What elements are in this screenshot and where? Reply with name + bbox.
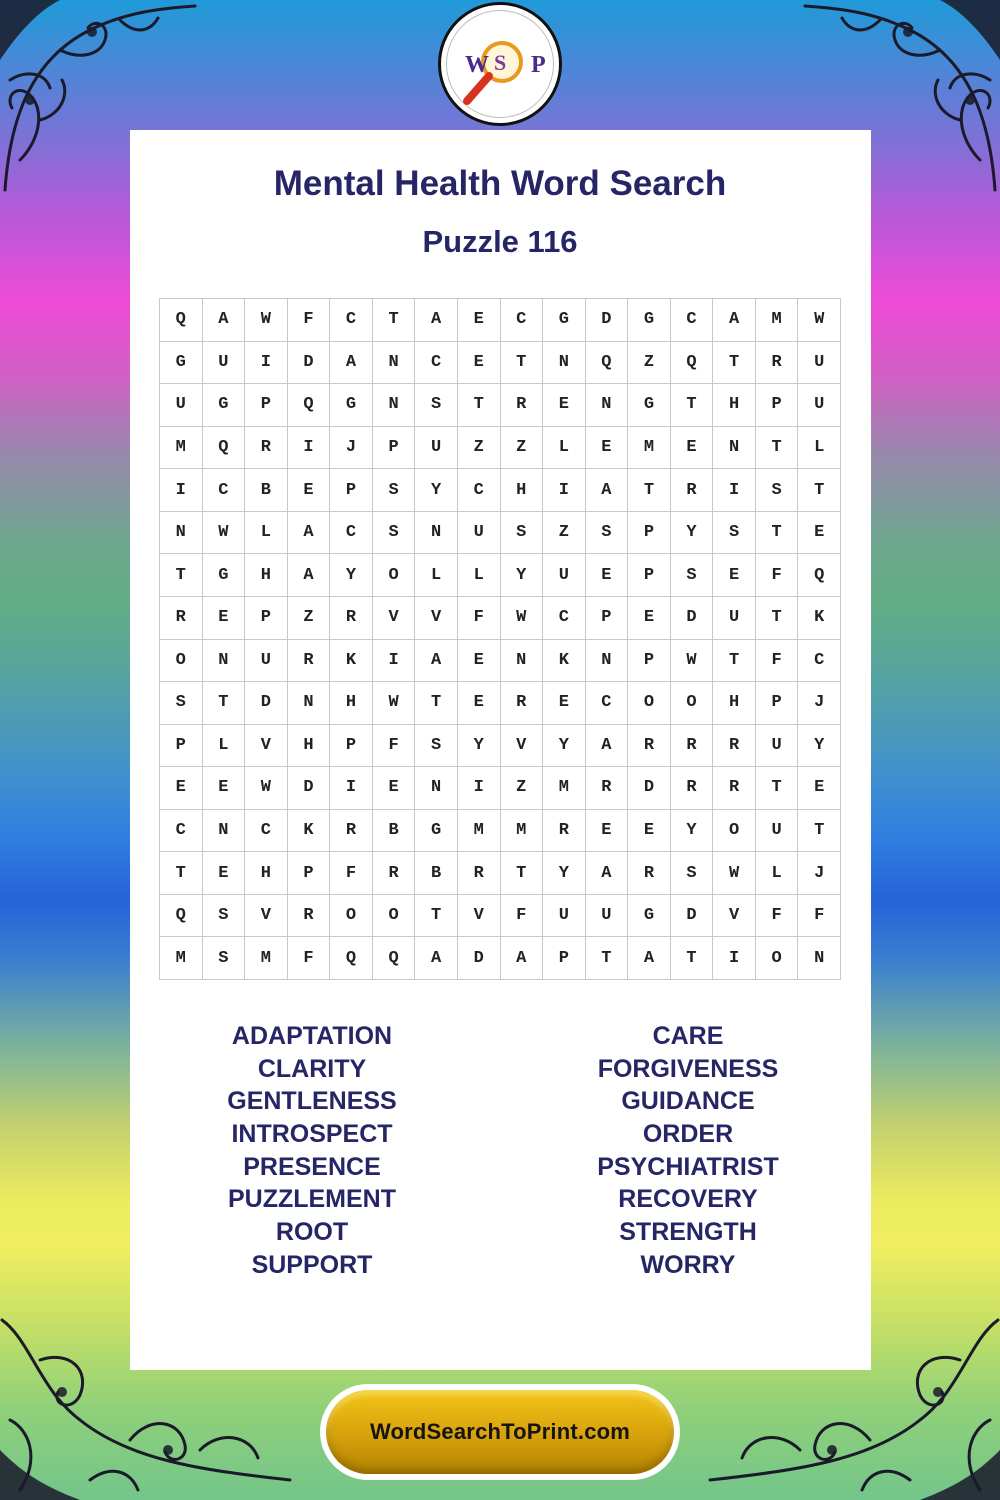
grid-cell[interactable]: N bbox=[203, 810, 246, 853]
grid-cell[interactable]: S bbox=[756, 469, 799, 512]
grid-cell[interactable]: N bbox=[713, 427, 756, 470]
grid-cell[interactable]: Y bbox=[415, 469, 458, 512]
grid-cell[interactable]: E bbox=[798, 767, 841, 810]
grid-cell[interactable]: P bbox=[245, 597, 288, 640]
grid-cell[interactable]: Q bbox=[288, 384, 331, 427]
grid-cell[interactable]: O bbox=[330, 895, 373, 938]
grid-cell[interactable]: C bbox=[245, 810, 288, 853]
grid-cell[interactable]: Y bbox=[671, 512, 714, 555]
grid-cell[interactable]: V bbox=[501, 725, 544, 768]
grid-cell[interactable]: F bbox=[288, 937, 331, 980]
grid-cell[interactable]: T bbox=[160, 554, 203, 597]
magnifier-icon bbox=[441, 5, 559, 123]
grid-cell[interactable]: A bbox=[203, 299, 246, 342]
grid-cell[interactable]: Y bbox=[458, 725, 501, 768]
word-list-left bbox=[162, 1020, 462, 1282]
grid-cell[interactable]: T bbox=[671, 384, 714, 427]
grid-cell[interactable]: T bbox=[713, 342, 756, 385]
grid-cell[interactable]: H bbox=[713, 682, 756, 725]
grid-cell[interactable]: Q bbox=[798, 554, 841, 597]
grid-cell[interactable]: R bbox=[713, 767, 756, 810]
grid-cell[interactable]: A bbox=[501, 937, 544, 980]
grid-cell[interactable]: W bbox=[373, 682, 416, 725]
grid-cell[interactable]: S bbox=[415, 725, 458, 768]
grid-cell[interactable]: H bbox=[713, 384, 756, 427]
grid-cell[interactable]: W bbox=[798, 299, 841, 342]
grid-cell[interactable]: I bbox=[713, 937, 756, 980]
grid-cell[interactable]: U bbox=[543, 895, 586, 938]
grid-cell[interactable]: R bbox=[373, 852, 416, 895]
grid-cell[interactable]: I bbox=[330, 767, 373, 810]
grid-cell[interactable]: Q bbox=[203, 427, 246, 470]
grid-cell[interactable]: T bbox=[671, 937, 714, 980]
grid-cell[interactable]: I bbox=[373, 640, 416, 683]
grid-cell[interactable]: F bbox=[756, 554, 799, 597]
grid-cell[interactable]: W bbox=[245, 767, 288, 810]
grid-cell[interactable]: T bbox=[458, 384, 501, 427]
grid-cell[interactable]: N bbox=[415, 767, 458, 810]
grid-cell[interactable]: Y bbox=[501, 554, 544, 597]
grid-cell[interactable]: V bbox=[458, 895, 501, 938]
grid-cell[interactable]: R bbox=[713, 725, 756, 768]
grid-cell[interactable]: R bbox=[756, 342, 799, 385]
grid-cell[interactable]: D bbox=[288, 767, 331, 810]
grid-cell[interactable]: Y bbox=[543, 852, 586, 895]
grid-cell[interactable]: R bbox=[245, 427, 288, 470]
grid-cell[interactable]: R bbox=[671, 469, 714, 512]
grid-cell[interactable]: S bbox=[203, 937, 246, 980]
grid-cell[interactable]: P bbox=[288, 852, 331, 895]
grid-cell[interactable]: Q bbox=[671, 342, 714, 385]
grid-cell[interactable]: H bbox=[288, 725, 331, 768]
grid-cell[interactable]: Z bbox=[501, 767, 544, 810]
word-list-item: CLARITY bbox=[257, 1054, 367, 1083]
grid-cell[interactable]: C bbox=[415, 342, 458, 385]
grid-cell[interactable]: G bbox=[628, 299, 671, 342]
grid-cell[interactable]: Y bbox=[330, 554, 373, 597]
grid-cell[interactable]: J bbox=[798, 682, 841, 725]
grid-cell[interactable]: G bbox=[203, 554, 246, 597]
grid-cell[interactable]: C bbox=[586, 682, 629, 725]
grid-cell[interactable]: R bbox=[586, 767, 629, 810]
grid-cell[interactable]: U bbox=[756, 810, 799, 853]
grid-cell[interactable]: K bbox=[330, 640, 373, 683]
grid-cell[interactable]: U bbox=[415, 427, 458, 470]
grid-cell[interactable]: T bbox=[798, 810, 841, 853]
grid-cell[interactable]: S bbox=[671, 554, 714, 597]
grid-cell[interactable]: Y bbox=[671, 810, 714, 853]
grid-cell[interactable]: T bbox=[373, 299, 416, 342]
grid-cell[interactable]: P bbox=[245, 384, 288, 427]
grid-cell[interactable]: I bbox=[160, 469, 203, 512]
grid-cell[interactable]: F bbox=[756, 895, 799, 938]
grid-cell[interactable]: P bbox=[756, 384, 799, 427]
grid-cell[interactable]: T bbox=[415, 682, 458, 725]
grid-cell[interactable]: G bbox=[415, 810, 458, 853]
logo-letter-w: W bbox=[465, 52, 489, 78]
grid-cell[interactable]: E bbox=[288, 469, 331, 512]
grid-cell[interactable]: O bbox=[628, 682, 671, 725]
grid-cell[interactable]: W bbox=[203, 512, 246, 555]
grid-cell[interactable]: V bbox=[415, 597, 458, 640]
grid-cell[interactable]: M bbox=[160, 937, 203, 980]
grid-cell[interactable]: N bbox=[586, 384, 629, 427]
grid-cell[interactable]: E bbox=[628, 597, 671, 640]
grid-cell[interactable]: F bbox=[501, 895, 544, 938]
grid-cell[interactable]: M bbox=[245, 937, 288, 980]
grid-cell[interactable]: I bbox=[288, 427, 331, 470]
grid-cell[interactable]: R bbox=[671, 725, 714, 768]
grid-cell[interactable]: A bbox=[628, 937, 671, 980]
grid-cell[interactable]: E bbox=[458, 342, 501, 385]
grid-cell[interactable]: N bbox=[798, 937, 841, 980]
site-link[interactable]: WordSearchToPrint.com bbox=[369, 1419, 631, 1444]
grid-cell[interactable]: C bbox=[330, 512, 373, 555]
grid-cell[interactable]: H bbox=[245, 852, 288, 895]
grid-cell[interactable]: E bbox=[586, 554, 629, 597]
word-list-item: GENTLENESS bbox=[227, 1087, 397, 1116]
word-list-item: FORGIVENESS bbox=[597, 1054, 779, 1083]
grid-cell[interactable]: Z bbox=[543, 512, 586, 555]
grid-cell[interactable]: M bbox=[756, 299, 799, 342]
grid-cell[interactable]: P bbox=[543, 937, 586, 980]
logo-letter-s: S bbox=[494, 50, 507, 75]
grid-cell[interactable]: E bbox=[543, 682, 586, 725]
grid-cell[interactable]: A bbox=[586, 725, 629, 768]
grid-cell[interactable]: U bbox=[245, 640, 288, 683]
grid-cell[interactable]: W bbox=[245, 299, 288, 342]
word-list-item: ROOT bbox=[275, 1218, 349, 1247]
grid-cell[interactable]: K bbox=[288, 810, 331, 853]
grid-cell[interactable]: C bbox=[798, 640, 841, 683]
grid-cell[interactable]: E bbox=[543, 384, 586, 427]
grid-cell[interactable]: G bbox=[628, 384, 671, 427]
grid-cell[interactable]: R bbox=[501, 384, 544, 427]
grid-cell[interactable]: T bbox=[160, 852, 203, 895]
grid-cell[interactable]: Z bbox=[288, 597, 331, 640]
grid-cell[interactable]: G bbox=[628, 895, 671, 938]
grid-cell[interactable]: O bbox=[160, 640, 203, 683]
letter-grid bbox=[159, 298, 841, 980]
grid-cell[interactable]: K bbox=[543, 640, 586, 683]
grid-cell[interactable]: M bbox=[458, 810, 501, 853]
grid-cell[interactable]: U bbox=[798, 342, 841, 385]
grid-cell[interactable]: A bbox=[586, 469, 629, 512]
word-list-item: PRESENCE bbox=[243, 1152, 381, 1181]
grid-cell[interactable]: Y bbox=[798, 725, 841, 768]
grid-cell[interactable]: P bbox=[160, 725, 203, 768]
grid-cell[interactable]: F bbox=[373, 725, 416, 768]
word-list-right bbox=[538, 1020, 838, 1282]
grid-cell[interactable]: D bbox=[458, 937, 501, 980]
grid-cell[interactable]: B bbox=[415, 852, 458, 895]
grid-cell[interactable]: R bbox=[330, 597, 373, 640]
grid-cell[interactable]: L bbox=[458, 554, 501, 597]
grid-cell[interactable]: S bbox=[671, 852, 714, 895]
grid-cell[interactable]: Q bbox=[586, 342, 629, 385]
grid-cell[interactable]: T bbox=[501, 342, 544, 385]
grid-cell[interactable]: E bbox=[713, 554, 756, 597]
grid-cell[interactable]: Z bbox=[501, 427, 544, 470]
grid-cell[interactable]: S bbox=[415, 384, 458, 427]
grid-cell[interactable]: L bbox=[756, 852, 799, 895]
grid-cell[interactable]: D bbox=[245, 682, 288, 725]
grid-cell[interactable]: G bbox=[330, 384, 373, 427]
grid-cell[interactable]: A bbox=[713, 299, 756, 342]
grid-cell[interactable]: R bbox=[288, 895, 331, 938]
grid-cell[interactable]: A bbox=[415, 937, 458, 980]
grid-cell[interactable]: N bbox=[160, 512, 203, 555]
grid-cell[interactable]: T bbox=[798, 469, 841, 512]
grid-cell[interactable]: T bbox=[586, 937, 629, 980]
grid-cell[interactable]: N bbox=[501, 640, 544, 683]
grid-cell[interactable]: P bbox=[628, 640, 671, 683]
grid-cell[interactable]: A bbox=[288, 554, 331, 597]
logo-letter-p: P bbox=[531, 52, 546, 78]
grid-cell[interactable]: T bbox=[756, 597, 799, 640]
grid-cell[interactable]: Q bbox=[373, 937, 416, 980]
grid-cell[interactable]: G bbox=[203, 384, 246, 427]
grid-cell[interactable]: E bbox=[671, 427, 714, 470]
grid-cell[interactable]: J bbox=[798, 852, 841, 895]
grid-cell[interactable]: M bbox=[543, 767, 586, 810]
grid-cell[interactable]: E bbox=[586, 427, 629, 470]
grid-cell[interactable]: G bbox=[160, 342, 203, 385]
grid-cell[interactable]: T bbox=[756, 767, 799, 810]
grid-cell[interactable]: O bbox=[373, 554, 416, 597]
grid-cell[interactable]: W bbox=[671, 640, 714, 683]
grid-cell[interactable]: D bbox=[671, 895, 714, 938]
grid-cell[interactable]: E bbox=[458, 682, 501, 725]
grid-cell[interactable]: T bbox=[501, 852, 544, 895]
grid-cell[interactable]: P bbox=[756, 682, 799, 725]
grid-cell[interactable]: R bbox=[288, 640, 331, 683]
grid-cell[interactable]: S bbox=[203, 895, 246, 938]
grid-cell[interactable]: C bbox=[543, 597, 586, 640]
grid-cell[interactable]: G bbox=[543, 299, 586, 342]
grid-cell[interactable]: L bbox=[415, 554, 458, 597]
grid-cell[interactable]: E bbox=[586, 810, 629, 853]
grid-cell[interactable]: F bbox=[798, 895, 841, 938]
grid-cell[interactable]: E bbox=[798, 512, 841, 555]
grid-cell[interactable]: R bbox=[160, 597, 203, 640]
word-list-item: ADAPTATION bbox=[231, 1022, 393, 1050]
grid-cell[interactable]: U bbox=[713, 597, 756, 640]
grid-cell[interactable]: N bbox=[373, 384, 416, 427]
word-list-item: ORDER bbox=[642, 1120, 734, 1149]
word-list-item: INTROSPECT bbox=[231, 1120, 393, 1149]
grid-cell[interactable]: T bbox=[628, 469, 671, 512]
grid-cell[interactable]: M bbox=[628, 427, 671, 470]
grid-cell[interactable]: Q bbox=[160, 299, 203, 342]
grid-cell[interactable]: C bbox=[330, 299, 373, 342]
grid-cell[interactable]: C bbox=[458, 469, 501, 512]
grid-cell[interactable]: W bbox=[501, 597, 544, 640]
grid-cell[interactable]: U bbox=[756, 725, 799, 768]
page-title: Mental Health Word Search bbox=[273, 164, 727, 203]
grid-cell[interactable]: L bbox=[245, 512, 288, 555]
word-list-item: WORRY bbox=[640, 1250, 736, 1279]
grid-cell[interactable]: Z bbox=[458, 427, 501, 470]
grid-cell[interactable]: A bbox=[330, 342, 373, 385]
grid-cell[interactable]: B bbox=[245, 469, 288, 512]
grid-cell[interactable]: E bbox=[203, 767, 246, 810]
grid-cell[interactable]: D bbox=[671, 597, 714, 640]
grid-cell[interactable]: S bbox=[501, 512, 544, 555]
grid-cell[interactable]: P bbox=[586, 597, 629, 640]
grid-cell[interactable]: C bbox=[671, 299, 714, 342]
grid-cell[interactable]: T bbox=[713, 640, 756, 683]
grid-cell[interactable]: V bbox=[713, 895, 756, 938]
grid-cell[interactable]: R bbox=[501, 682, 544, 725]
grid-cell[interactable]: M bbox=[160, 427, 203, 470]
grid-cell[interactable]: F bbox=[458, 597, 501, 640]
grid-cell[interactable]: O bbox=[671, 682, 714, 725]
grid-cell[interactable]: L bbox=[203, 725, 246, 768]
grid-cell[interactable]: A bbox=[415, 299, 458, 342]
site-logo[interactable] bbox=[438, 2, 562, 126]
grid-cell[interactable]: C bbox=[203, 469, 246, 512]
grid-cell[interactable]: E bbox=[458, 299, 501, 342]
grid-cell[interactable]: Q bbox=[330, 937, 373, 980]
grid-cell[interactable]: U bbox=[798, 384, 841, 427]
grid-cell[interactable]: A bbox=[586, 852, 629, 895]
grid-cell[interactable]: J bbox=[330, 427, 373, 470]
grid-cell[interactable]: M bbox=[501, 810, 544, 853]
grid-cell[interactable]: P bbox=[373, 427, 416, 470]
grid-cell[interactable]: R bbox=[330, 810, 373, 853]
grid-cell[interactable]: E bbox=[373, 767, 416, 810]
grid-cell[interactable]: I bbox=[713, 469, 756, 512]
grid-cell[interactable]: D bbox=[586, 299, 629, 342]
grid-cell[interactable]: T bbox=[756, 427, 799, 470]
grid-cell[interactable]: Z bbox=[628, 342, 671, 385]
grid-cell[interactable]: F bbox=[288, 299, 331, 342]
grid-cell[interactable]: H bbox=[330, 682, 373, 725]
grid-cell[interactable]: P bbox=[628, 554, 671, 597]
grid-cell[interactable]: R bbox=[628, 852, 671, 895]
grid-cell[interactable]: O bbox=[713, 810, 756, 853]
puzzle-number: Puzzle 116 bbox=[422, 224, 578, 259]
word-list-item: RECOVERY bbox=[618, 1185, 758, 1214]
grid-cell[interactable]: H bbox=[501, 469, 544, 512]
word-list-item: STRENGTH bbox=[619, 1218, 757, 1247]
grid-cell[interactable]: S bbox=[713, 512, 756, 555]
grid-cell[interactable]: N bbox=[373, 342, 416, 385]
grid-cell[interactable]: N bbox=[415, 512, 458, 555]
grid-cell[interactable]: V bbox=[373, 597, 416, 640]
grid-cell[interactable]: L bbox=[798, 427, 841, 470]
grid-cell[interactable]: N bbox=[203, 640, 246, 683]
grid-cell[interactable]: R bbox=[543, 810, 586, 853]
grid-cell[interactable]: E bbox=[628, 810, 671, 853]
grid-cell[interactable]: C bbox=[160, 810, 203, 853]
grid-cell[interactable]: N bbox=[543, 342, 586, 385]
grid-cell[interactable]: V bbox=[245, 725, 288, 768]
grid-cell[interactable]: L bbox=[543, 427, 586, 470]
grid-cell[interactable]: O bbox=[373, 895, 416, 938]
grid-cell[interactable]: Q bbox=[160, 895, 203, 938]
grid-cell[interactable]: N bbox=[288, 682, 331, 725]
grid-cell[interactable]: O bbox=[756, 937, 799, 980]
grid-cell[interactable]: D bbox=[288, 342, 331, 385]
grid-cell[interactable]: R bbox=[628, 725, 671, 768]
grid-cell[interactable]: S bbox=[586, 512, 629, 555]
grid-cell[interactable]: F bbox=[330, 852, 373, 895]
grid-cell[interactable]: T bbox=[415, 895, 458, 938]
grid-cell[interactable]: N bbox=[586, 640, 629, 683]
grid-cell[interactable]: U bbox=[586, 895, 629, 938]
grid-cell[interactable]: E bbox=[160, 767, 203, 810]
word-list-item: SUPPORT bbox=[251, 1250, 373, 1279]
grid-cell[interactable]: H bbox=[245, 554, 288, 597]
grid-cell[interactable]: S bbox=[373, 512, 416, 555]
grid-cell[interactable]: K bbox=[798, 597, 841, 640]
grid-cell[interactable]: P bbox=[330, 469, 373, 512]
grid-cell[interactable]: R bbox=[458, 852, 501, 895]
grid-cell[interactable]: D bbox=[628, 767, 671, 810]
grid-cell[interactable]: F bbox=[756, 640, 799, 683]
grid-cell[interactable]: S bbox=[373, 469, 416, 512]
grid-cell[interactable]: U bbox=[543, 554, 586, 597]
word-list-item: GUIDANCE bbox=[621, 1087, 755, 1116]
grid-cell[interactable]: E bbox=[458, 640, 501, 683]
grid-cell[interactable]: B bbox=[373, 810, 416, 853]
grid-cell[interactable]: U bbox=[203, 342, 246, 385]
grid-cell[interactable]: V bbox=[245, 895, 288, 938]
grid-cell[interactable]: E bbox=[203, 852, 246, 895]
grid-cell[interactable]: W bbox=[713, 852, 756, 895]
grid-cell[interactable]: I bbox=[458, 767, 501, 810]
grid-cell[interactable]: T bbox=[203, 682, 246, 725]
grid-cell[interactable]: I bbox=[245, 342, 288, 385]
grid-cell[interactable]: R bbox=[671, 767, 714, 810]
grid-cell[interactable]: A bbox=[288, 512, 331, 555]
word-list-item: CARE bbox=[652, 1022, 724, 1050]
footer-badge[interactable] bbox=[320, 1384, 680, 1480]
word-list-item: PUZZLEMENT bbox=[227, 1185, 397, 1214]
grid-cell[interactable]: U bbox=[160, 384, 203, 427]
grid-cell[interactable]: E bbox=[203, 597, 246, 640]
grid-cell[interactable]: A bbox=[415, 640, 458, 683]
grid-cell[interactable]: I bbox=[543, 469, 586, 512]
grid-cell[interactable]: C bbox=[501, 299, 544, 342]
grid-cell[interactable]: U bbox=[458, 512, 501, 555]
grid-cell[interactable]: P bbox=[330, 725, 373, 768]
grid-cell[interactable]: P bbox=[628, 512, 671, 555]
word-list-item: PSYCHIATRIST bbox=[597, 1152, 779, 1181]
footer-button[interactable] bbox=[326, 1390, 674, 1474]
grid-cell[interactable]: Y bbox=[543, 725, 586, 768]
grid-cell[interactable]: S bbox=[160, 682, 203, 725]
grid-cell[interactable]: T bbox=[756, 512, 799, 555]
